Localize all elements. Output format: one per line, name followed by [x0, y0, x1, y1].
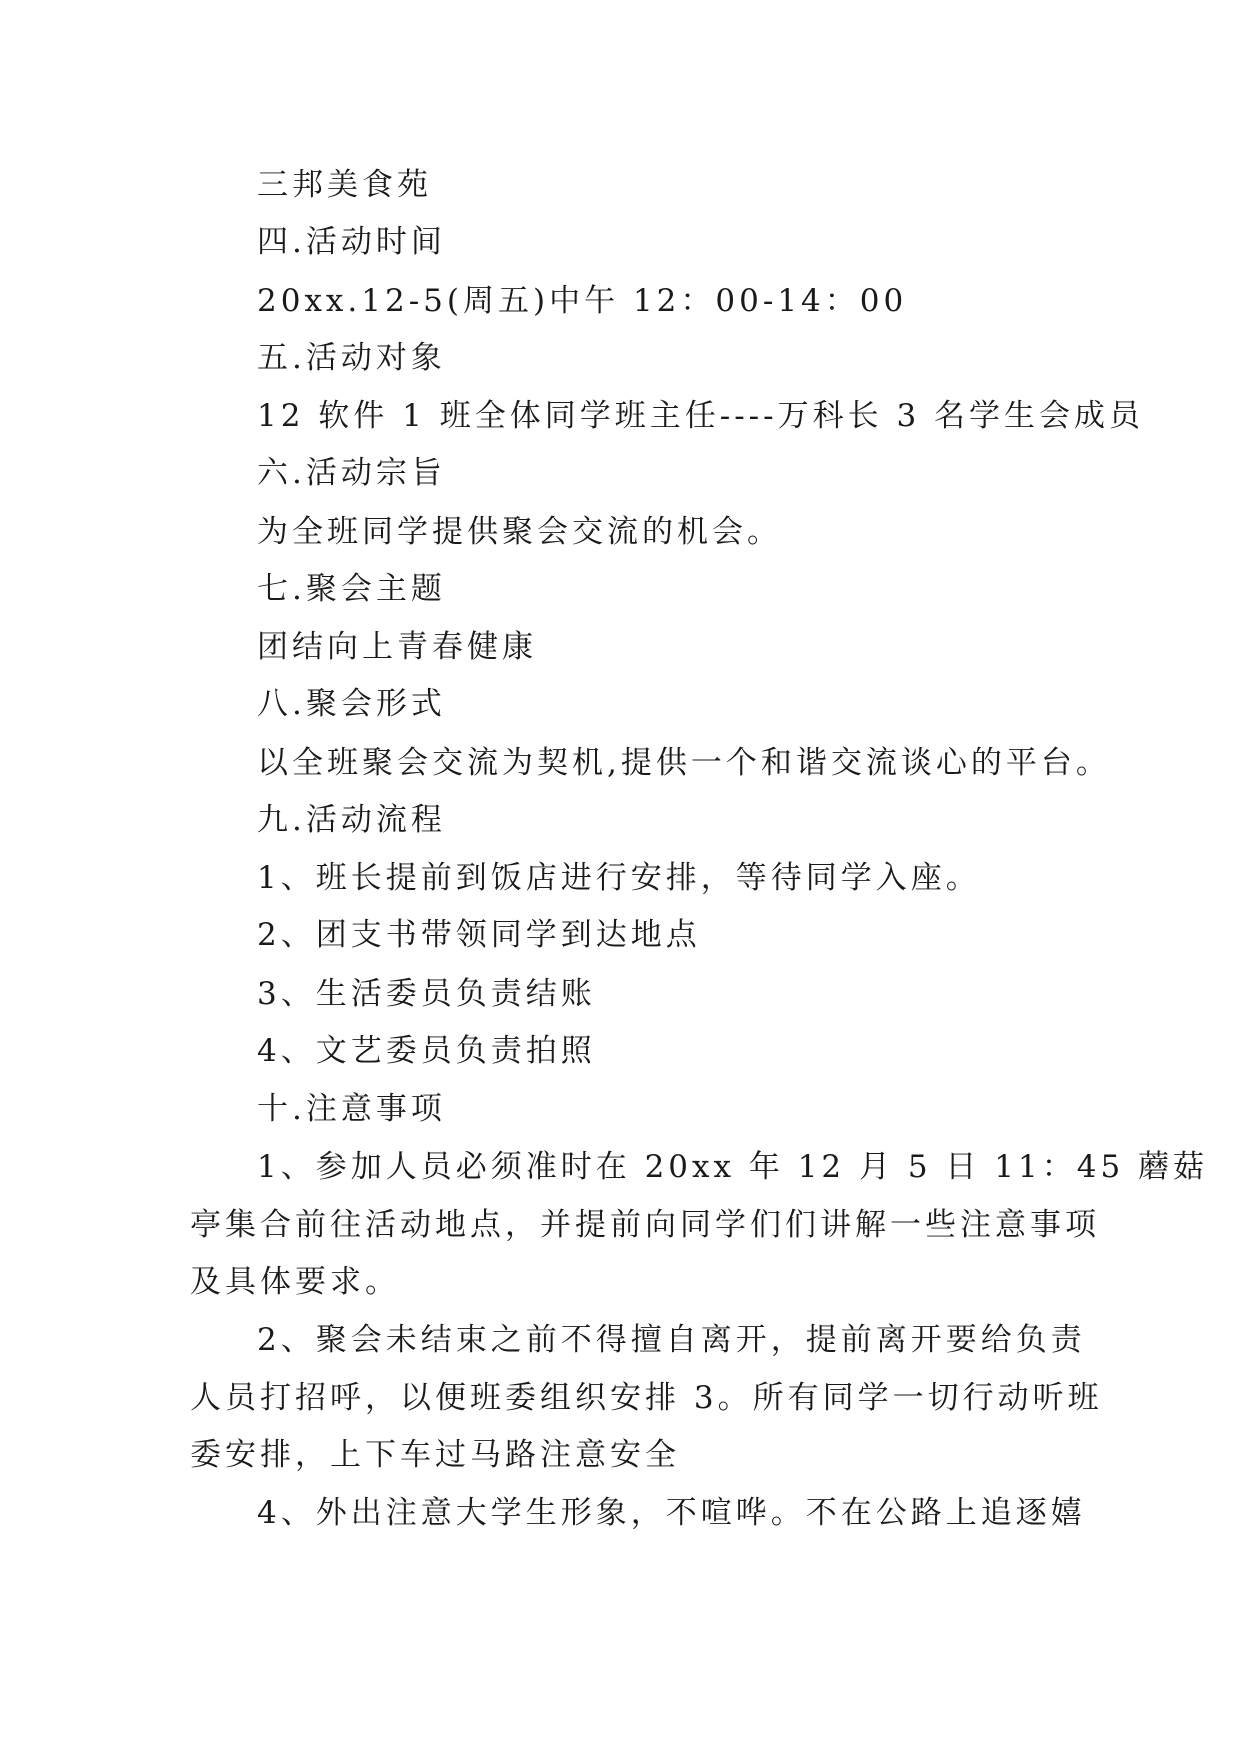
- paragraph-line: 委安排，上下车过马路注意安全: [190, 1437, 680, 1473]
- list-item: 2、团支书带领同学到达地点: [257, 917, 701, 953]
- section-heading: 十.注意事项: [257, 1091, 446, 1127]
- text-line: 12 软件 1 班全体同学班主任----万科长 3 名学生会成员: [257, 398, 1145, 434]
- list-item: 4、文艺委员负责拍照: [257, 1033, 596, 1069]
- paragraph-line: 2、聚会未结束之前不得擅自离开，提前离开要给负责: [257, 1322, 1086, 1358]
- section-heading: 七.聚会主题: [257, 571, 446, 607]
- list-item: 3、生活委员负责结账: [257, 976, 596, 1012]
- paragraph-line: 1、参加人员必须准时在 20xx 年 12 月 5 日 11：45 蘑菇: [257, 1149, 1209, 1185]
- list-item: 1、班长提前到饭店进行安排，等待同学入座。: [257, 860, 981, 896]
- section-heading: 五.活动对象: [257, 340, 446, 376]
- paragraph-line: 4、外出注意大学生形象，不喧哗。不在公路上追逐嬉: [257, 1495, 1086, 1531]
- text-line: 团结向上青春健康: [257, 629, 537, 665]
- section-heading: 四.活动时间: [257, 224, 446, 260]
- section-heading: 九.活动流程: [257, 802, 446, 838]
- paragraph-line: 人员打招呼，以便班委组织安排 3。所有同学一切行动听班: [190, 1380, 1103, 1416]
- text-line: 以全班聚会交流为契机,提供一个和谐交流谈心的平台。: [257, 745, 1111, 781]
- text-line: 三邦美食苑: [257, 167, 432, 203]
- paragraph-line: 亭集合前往活动地点，并提前向同学们们讲解一些注意事项: [190, 1207, 1100, 1243]
- section-heading: 八.聚会形式: [257, 686, 446, 722]
- text-line: 20xx.12-5(周五)中午 12：00-14：00: [257, 283, 908, 319]
- paragraph-line: 及具体要求。: [190, 1264, 400, 1300]
- section-heading: 六.活动宗旨: [257, 455, 446, 491]
- text-line: 为全班同学提供聚会交流的机会。: [257, 514, 782, 550]
